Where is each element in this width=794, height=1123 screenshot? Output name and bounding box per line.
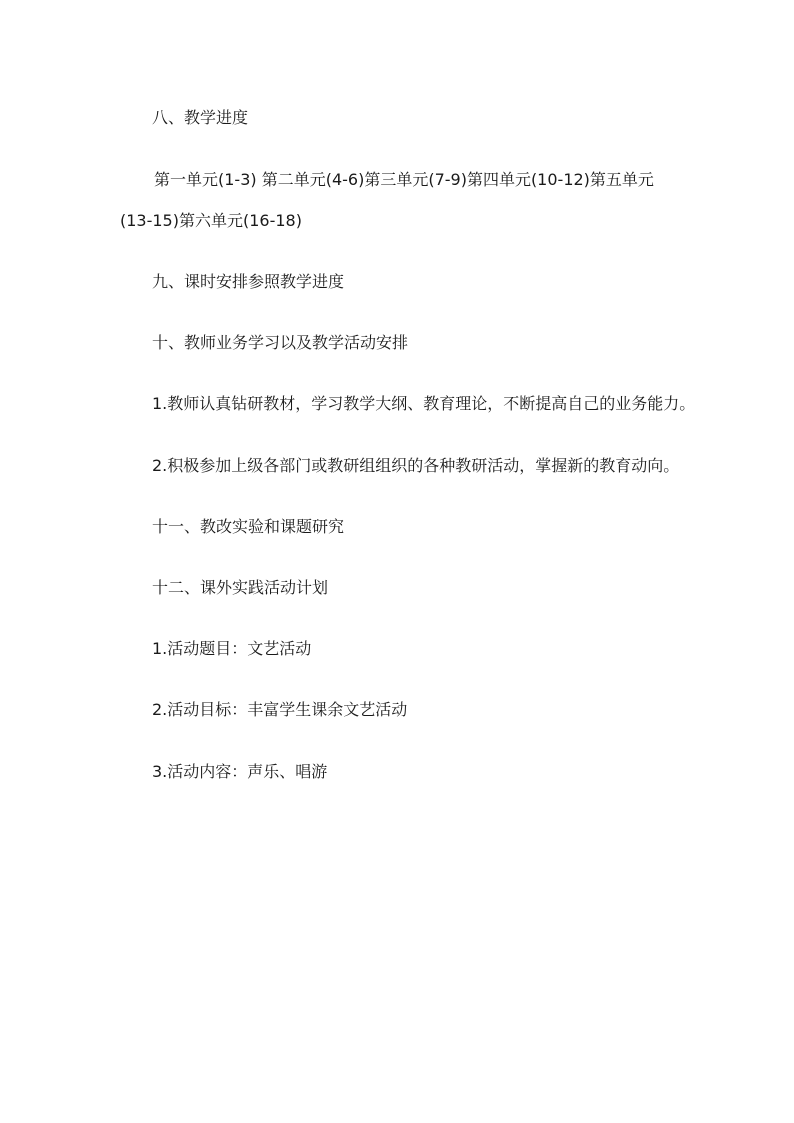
section-heading-teaching-progress: 八、教学进度 <box>152 108 249 127</box>
unit-schedule-line-2: (13-15)第六单元(16-18) <box>120 211 302 230</box>
paragraph-activity-title: 1.活动题目：文艺活动 <box>152 639 312 658</box>
paragraph-teacher-study-2: 2.积极参加上级各部门或教研组组织的各种教研活动，掌握新的教育动向。 <box>152 456 680 475</box>
section-heading-teacher-study: 十、教师业务学习以及教学活动安排 <box>152 333 409 352</box>
unit-schedule-line-1: 第一单元(1-3) 第二单元(4-6)第三单元(7-9)第四单元(10-12)第五单元 <box>154 170 654 189</box>
paragraph-activity-content: 3.活动内容：声乐、唱游 <box>152 762 328 781</box>
paragraph-activity-goal: 2.活动目标：丰富学生课余文艺活动 <box>152 700 408 719</box>
paragraph-teacher-study-1: 1.教师认真钻研教材，学习教学大纲、教育理论，不断提高自己的业务能力。 <box>152 394 696 413</box>
section-heading-class-hours: 九、课时安排参照教学进度 <box>152 272 345 291</box>
section-heading-extracurricular-plan: 十二、课外实践活动计划 <box>152 578 329 597</box>
section-heading-reform-research: 十一、教改实验和课题研究 <box>152 517 345 536</box>
